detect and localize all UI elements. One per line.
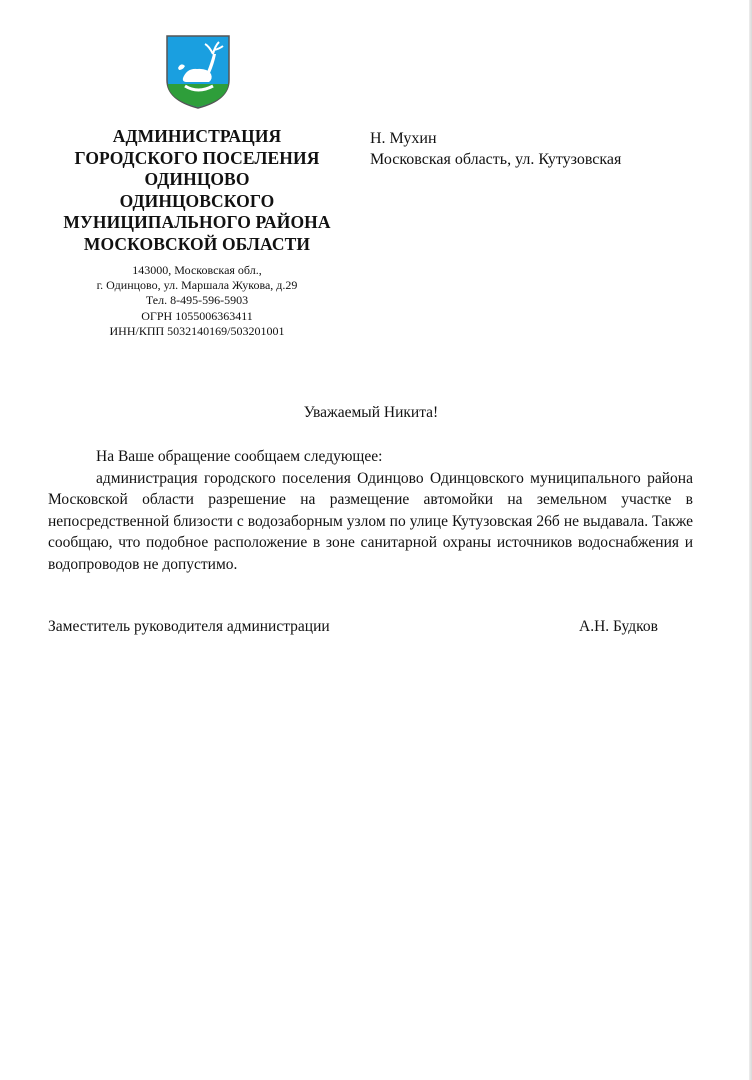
org-line: МУНИЦИПАЛЬНОГО РАЙОНА [63,212,331,232]
recipient-block [370,128,740,170]
recipient-address: Московская область, ул. Кутузовская [370,151,622,168]
address-line: Тел. 8-495-596-5903 [145,293,249,308]
organization-address [40,263,354,339]
address-line: ИНН/КПП 5032140169/503201001 [109,323,285,338]
signatory-name: А.Н. Будков [579,618,658,635]
organization-name [40,126,354,255]
address-line: г. Одинцово, ул. Маршала Жукова, д.29 [96,278,298,293]
address-line: 143000, Московская обл., [132,263,262,277]
recipient-name: Н. Мухин [370,130,437,147]
greeting: Уважаемый Никита! [303,404,439,421]
org-line: МОСКОВСКОЙ ОБЛАСТИ [83,233,311,254]
org-line: ОДИНЦОВСКОГО [119,190,275,211]
letter-body [48,446,693,575]
body-main-paragraph: администрация городского поселения Одинцово Одинцовского муниципального района Московской области разрешение на размещение автомойки на земельном участке в непосредственной близости с водозаборным узлом по улице Кутузовская 26б не выдавала. Также сообщаю, что подобное расположение в зоне санитарной охраны источников водоснабжения и водопроводов не допустимо. [48,469,693,573]
address-line: ОГРН 1055006363411 [141,308,253,323]
body-intro: На Ваше обращение сообщаем следующее: [96,448,383,465]
signatory-title: Заместитель руководителя администрации [48,618,330,635]
org-line: ГОРОДСКОГО ПОСЕЛЕНИЯ [74,147,320,168]
org-line: ОДИНЦОВО [144,169,250,189]
org-line: АДМИНИСТРАЦИЯ [112,126,282,146]
coat-of-arms-icon [163,32,233,110]
